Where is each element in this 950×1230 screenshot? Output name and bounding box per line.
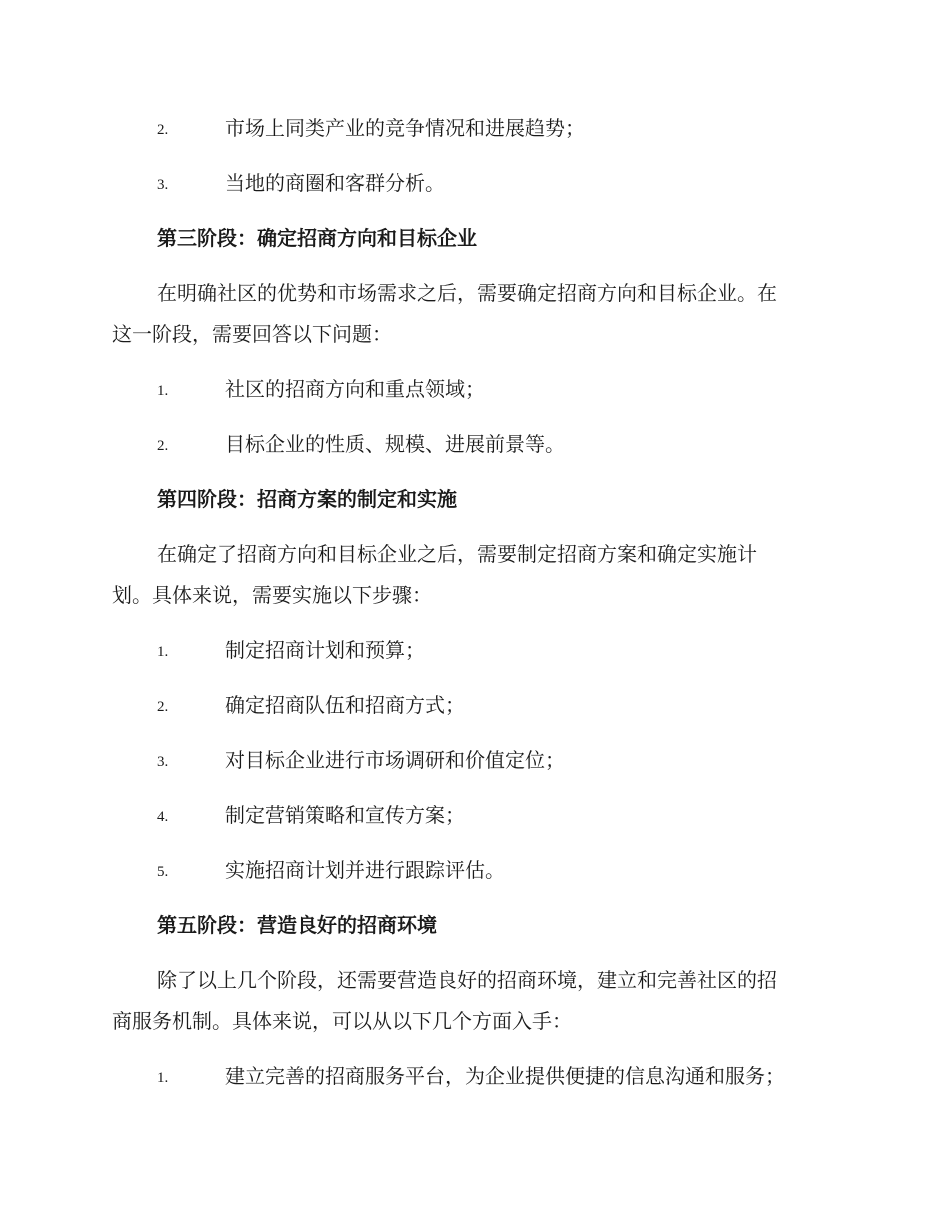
- paragraph-line: 在确定了招商方向和目标企业之后，需要制定招商方案和确定实施计: [157, 542, 757, 566]
- section-heading-stage3: 第三阶段：确定招商方向和目标企业: [157, 226, 477, 250]
- paragraph-line: 这一阶段，需要回答以下问题：: [112, 322, 392, 346]
- list-number: 1.: [157, 644, 169, 660]
- list-item: [157, 432, 857, 456]
- list-number: 2.: [157, 699, 169, 715]
- list-text: 对目标企业进行市场调研和价值定位；: [225, 748, 565, 772]
- list-text: 市场上同类产业的竞争情况和进展趋势；: [225, 116, 585, 140]
- list-number: 3.: [157, 754, 169, 770]
- list-text: 确定招商队伍和招商方式；: [225, 693, 465, 717]
- section-heading-stage5: 第五阶段：营造良好的招商环境: [157, 913, 437, 937]
- list-text: 制定招商计划和预算；: [225, 638, 425, 662]
- list-item: [157, 377, 857, 401]
- list-item: [157, 116, 857, 140]
- paragraph-line: 除了以上几个阶段，还需要营造良好的招商环境，建立和完善社区的招: [157, 968, 777, 992]
- list-text: 建立完善的招商服务平台，为企业提供便捷的信息沟通和服务；: [225, 1064, 785, 1088]
- list-number: 1.: [157, 1070, 169, 1086]
- list-item: [157, 693, 857, 717]
- list-item: [157, 858, 857, 882]
- list-number: 5.: [157, 864, 169, 880]
- paragraph-line: 划。具体来说，需要实施以下步骤：: [112, 583, 432, 607]
- list-text: 实施招商计划并进行跟踪评估。: [225, 858, 505, 882]
- list-item: [157, 638, 857, 662]
- list-item: [157, 1064, 857, 1088]
- paragraph-line: 在明确社区的优势和市场需求之后，需要确定招商方向和目标企业。在: [157, 281, 777, 305]
- paragraph-line: 商服务机制。具体来说，可以从以下几个方面入手：: [112, 1009, 572, 1033]
- list-number: 1.: [157, 383, 169, 399]
- list-text: 当地的商圈和客群分析。: [225, 171, 445, 195]
- list-number: 4.: [157, 809, 169, 825]
- list-number: 3.: [157, 177, 169, 193]
- list-item: [157, 171, 857, 195]
- section-heading-stage4: 第四阶段：招商方案的制定和实施: [157, 487, 457, 511]
- list-text: 制定营销策略和宣传方案；: [225, 803, 465, 827]
- list-text: 社区的招商方向和重点领域；: [225, 377, 485, 401]
- list-text: 目标企业的性质、规模、进展前景等。: [225, 432, 565, 456]
- list-item: [157, 803, 857, 827]
- list-number: 2.: [157, 438, 169, 454]
- list-item: [157, 748, 857, 772]
- list-number: 2.: [157, 122, 169, 138]
